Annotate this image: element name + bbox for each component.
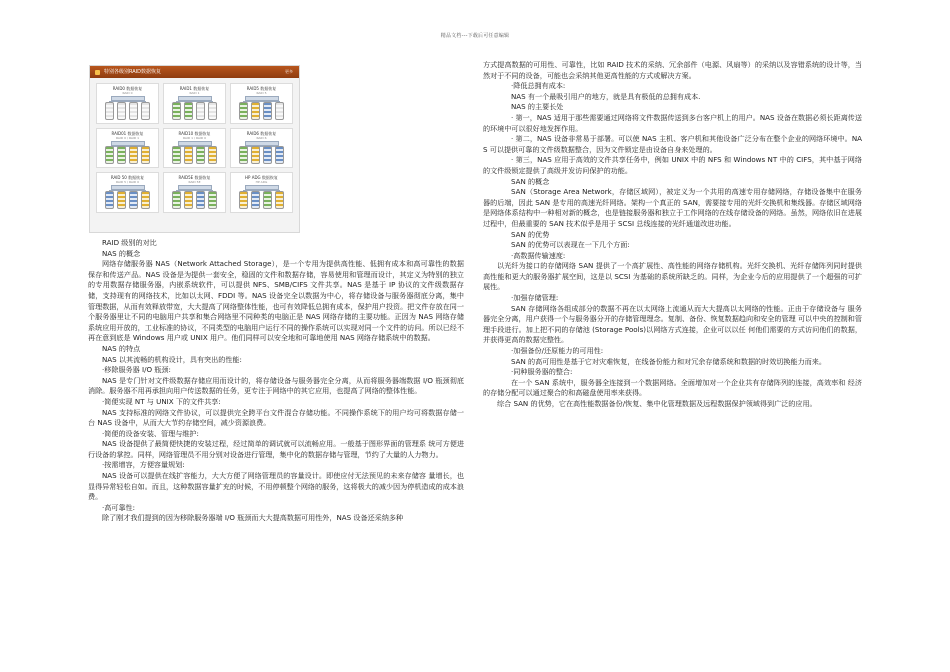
disk-icon (141, 146, 150, 164)
raid-diagram-label: RAID0 数据恢复 (112, 86, 143, 91)
disk-row (105, 191, 150, 209)
raid-diagram-label: RAID6 数据恢复 (246, 130, 277, 136)
right-paragraph: · 第一，NAS 适用于那些需要通过网络将文件数据传送到多台客户机上的用户。NAS 设备在数据必须长距离传送的环境中可以很好地发挥作用。 (483, 112, 862, 133)
right-paragraph: ·降低总拥有成本: (511, 81, 566, 91)
raid-diagram-label: RAID 50 数据恢复 (110, 175, 145, 181)
raid-diagram-label: RAID10 数据恢复 (178, 130, 211, 136)
disk-row (239, 146, 284, 164)
raid-diagram-cell (163, 172, 226, 213)
disk-row (239, 191, 284, 209)
raid-diagram-sublabel: RAID 0 (122, 91, 133, 95)
figure-more-link: 更多 (285, 69, 293, 74)
raid-diagram-sublabel: RAID 1 (189, 91, 200, 95)
disk-icon (172, 191, 181, 209)
raid-diagram-label: RAID5E 数据恢复 (178, 175, 211, 181)
raid-diagram-sublabel: RAID 6 (256, 135, 267, 140)
right-paragraph: SAN 的高可用性是基于它对灾难恢复，在线备份能力和对冗余存储系统和数据的时效切换能力而来。 (511, 356, 826, 366)
raid-levels-figure (89, 65, 300, 233)
raid-diagram-label: RAID01 数据恢复 (111, 130, 144, 136)
disk-icon (196, 146, 205, 164)
disk-icon (239, 102, 248, 120)
disk-icon (275, 102, 284, 120)
right-paragraph: NAS 有一个最吸引用户的地方，就是具有极低的总拥有成本. (511, 91, 701, 101)
disk-icon (184, 191, 193, 209)
figure-title-bar (90, 66, 299, 78)
left-paragraph: NAS 设备提供了最简便快捷的安装过程，经过简单的调试就可以流畅应用。一般基于图形界面的管理系 统可方便进行设备的掌控。同样，网络管理员不用分别对设备进行管理，集中化的数据存储与管理，节约了大量的人力物力。 (88, 439, 464, 459)
disk-icon (239, 191, 248, 209)
left-paragraph: NAS 的概念 (102, 248, 141, 258)
raid-diagram-label: HP ADG 数据恢复 (245, 175, 278, 181)
raid-diagram-cell (230, 128, 293, 169)
right-paragraph: SAN 的概念 (511, 176, 550, 186)
right-paragraph: SAN 的优势可以表现在一下几个方面: (511, 240, 630, 250)
disk-row (105, 146, 150, 164)
disk-icon (251, 102, 260, 120)
raid-diagram-cell (96, 83, 159, 124)
raid-diagram-cell (96, 172, 159, 213)
disk-icon (129, 102, 138, 120)
disk-row (239, 102, 284, 120)
left-paragraph: ·按需增容，方便容量规划: (102, 460, 185, 470)
raid-diagram-cell (230, 172, 293, 213)
right-column (483, 60, 862, 410)
disk-icon (105, 191, 114, 209)
disk-icon (129, 146, 138, 164)
right-paragraph: · 第三，NAS 应用于高效的文件共享任务中，例如 UNIX 中的 NFS 和 Windows NT 中的 CIFS，其中基于网络的文件级锁定提供了高级并发访问保护的功能。 (483, 155, 862, 175)
disk-icon (275, 191, 284, 209)
disk-icon (141, 191, 150, 209)
right-paragraph: NAS 的主要长处 (511, 102, 564, 112)
disk-icon (196, 191, 205, 209)
disk-icon (251, 191, 260, 209)
raid-diagram-sublabel: RAID 0 / RAID 1 (115, 135, 140, 140)
right-paragraph: 方式提高数据的可用性、可靠性，比如 RAID 技术的采纳、冗余部件（电源、风扇等）的采纳以及容错系统的设计等，当然对于不同的设备，可能也会采纳其他更高性能的方式或解决方案。 (483, 60, 862, 80)
disk-row (172, 102, 217, 120)
disk-icon (251, 146, 260, 164)
left-paragraph: ·简便实现 NT 与 UNIX 下的文件共享: (102, 396, 221, 406)
raid-diagram-label: RAID5 数据恢复 (246, 86, 277, 91)
right-paragraph: 以光纤为接口的存储网络 SAN 提供了一个高扩展性、高性能的网络存储机构。光纤交换机、光纤存储阵列同时提供高性能和更大的服务器扩展空间，这是以 SCSI 为基础的系统所缺乏的。同样，为企业今后的应用提供了一个超强的可扩展性。 (483, 261, 862, 292)
left-paragraph: NAS 支持标准的网络文件协议，可以提供完全跨平台文件混合存储功能。不同操作系统下的用户均可将数据存储一台 NAS 设备中，从而大大节约存储空间，减少资源浪费。 (88, 407, 464, 428)
left-paragraph: NAS 设备可以提供在线扩容能力，大大方便了网络管理员的容量设计。即使应付无法预见的未来存储容 量增长，也显得异常轻松自如。而且，这种数据容量扩充的时候，不用停顿整个网络的服务，这将极大的减少因为停机造成的成本浪费。 (88, 471, 464, 502)
disk-icon (208, 102, 217, 120)
disk-row (172, 191, 217, 209)
left-paragraph: NAS 以其流畅的机构设计，具有突出的性能: (102, 354, 242, 364)
right-paragraph: 在一个 SAN 系统中，服务器全连接到一个数据网络。全面增加对一个企业共有存储阵列的连接，高效率和 经济的存储分配可以通过聚合的和高磁盘使用率来获得。 (483, 377, 862, 398)
disk-icon (239, 146, 248, 164)
disk-icon (117, 191, 126, 209)
left-paragraph: 除了刚才我们提到的因为移除服务器端 I/O 瓶颈而大大提高数据可用性外，NAS 设备还采纳多种 (102, 513, 404, 523)
raid-diagram-cell (163, 128, 226, 169)
right-paragraph: ·高数据传输速度: (511, 250, 566, 260)
raid-diagram-sublabel: RAID 5 (256, 91, 267, 95)
right-paragraph: SAN（Storage Area Network，存储区域网），被定义为一个共用的高速专用存储网络，存储设备集中在服务器的后端，因此 SAN 是专用的高速光纤网络。架构一个真正的 SAN，需要接专用的光纤交换机和集线器。存储区域网络是网络体系结构中一种相对新的概念，也是链接服务器和独立于工作网络的在线存储设备的网络。虽然，网络依旧在进展过程中，但最重要的 SAN 技术似乎是用于 SCSI 总线连接的光纤通道改进功能。 (483, 187, 862, 228)
disk-icon (196, 102, 205, 120)
disk-icon (184, 102, 193, 120)
right-paragraph: SAN 的优势 (511, 229, 550, 239)
left-paragraph: ·移除服务器 I/O 瓶颈: (102, 365, 171, 375)
disk-icon (263, 102, 272, 120)
disk-icon (208, 191, 217, 209)
right-paragraph: ·同种服务器的整合: (511, 367, 573, 377)
right-paragraph: ·加强存储管理: (511, 293, 559, 303)
disk-icon (105, 102, 114, 120)
disk-row (105, 102, 150, 120)
right-paragraph: SAN 存储网络各组成部分的数据不再在以太网络上流通从而大大提高以太网络的性能。正由于存储设备与 服务器完全分离，用户获得一个与服务器分开的存储管理理念。复制、备份、恢复数据趋向和安全的管理 可以中央的控制和管理手段进行。加上把不同的存储池 (Storage Pools)以网络方式连接，企业可以以任 何他们需要的方式访问他们的数据，并获得更高的数据完整性。 (483, 303, 862, 345)
left-paragraph: ·高可靠性: (102, 502, 136, 512)
disk-icon (172, 102, 181, 120)
raid-diagram-sublabel: RAID 1 / RAID 0 (182, 135, 207, 140)
figure-bullet-icon (95, 70, 100, 75)
left-paragraph: NAS 是专门针对文件级数据存储应用而设计的，将存储设备与服务器完全分离，从而将服务器端数据 I/O 瓶颈彻底消除。服务器不用再承担向用户传送数据的任务，更专注于网络中的其它应用，也提高了网络的整体性能。 (88, 375, 464, 396)
raid-diagram-label: RAID1 数据恢复 (179, 86, 210, 91)
raid-diagram-cell (96, 128, 159, 169)
raid-diagram-sublabel: RAID 5E (188, 180, 201, 185)
left-paragraph: NAS 的特点 (102, 343, 141, 353)
right-paragraph: 综合 SAN 的优势，它在高性能数据备份/恢复、集中化管理数据及远程数据保护领域得到广泛的应用。 (497, 399, 817, 408)
left-paragraph: ·简便的设备安装、管理与维护: (102, 428, 199, 438)
figure-title: 特别各级别RAID数据恢复 (104, 69, 162, 75)
raid-diagram-grid (90, 78, 299, 218)
right-paragraph: ·加强备份/还原能力的可用性: (511, 346, 604, 356)
disk-icon (263, 146, 272, 164)
raid-diagram-sublabel: RAID 5 / RAID 0 (115, 180, 140, 185)
disk-icon (141, 102, 150, 120)
left-paragraph: 网络存储服务器 NAS（Network Attached Storage），是一个专用为提供高性能、低拥有成本和高可靠性的数据保存和传送产品。NAS 设备是为提供一套安全，稳固的文件和数据存储，容易使用和管理而设计，其定义为特别的独立的专用数据存储服务器，内嵌系统软件，可以提供 NFS、SMB/CIFS 文件共享。NAS 是基于 IP 协议的文件级数据存储，支持现有的网络技术，比如以太网、FDDI 等。NAS 设备完全以数据为中心，将存储设备与服务器彻底分离，集中管理数据，从而有效释放带宽，大大提高了网络整体性能，也可有效降低总拥有成本，保护用户投资。把文件存放在同一个服务器里让不同的电脑用户共享和集合网络里不同种类的电脑正是 NAS 网络存储的主要功能。正因为 NAS 网络存储系统应用开放的，工业标准的协议，不同类型的电脑用户运行不同的操作系统可以实现对同一个文件的访问。所以已经不再在意到底是 Windows 用户或 UNIX 用户。他们同样可以安全地和可靠地使用 NAS 网络存储系统中的数据。 (88, 259, 464, 343)
disk-icon (263, 191, 272, 209)
disk-icon (172, 146, 181, 164)
disk-icon (129, 191, 138, 209)
page-header: 精品文档---下载后可任意编辑 (440, 33, 510, 39)
right-paragraph: · 第二，NAS 设备非常易于部署。可以使 NAS 主机、客户机和其他设备广泛分布在整个企业的网络环境中。NAS 可以提供可靠的文件级数据整合，因为文件锁定是由设备自身来处理的。 (483, 134, 862, 154)
left-paragraph: RAID 级别的对比 (102, 238, 157, 247)
raid-diagram-cell (230, 83, 293, 124)
disk-icon (105, 146, 114, 164)
disk-icon (184, 146, 193, 164)
raid-diagram-sublabel: HP ADG (255, 180, 268, 185)
left-column (88, 238, 464, 524)
raid-diagram-cell (163, 83, 226, 124)
disk-icon (208, 146, 217, 164)
disk-icon (275, 146, 284, 164)
disk-icon (117, 102, 126, 120)
disk-icon (117, 146, 126, 164)
disk-row (172, 146, 217, 164)
